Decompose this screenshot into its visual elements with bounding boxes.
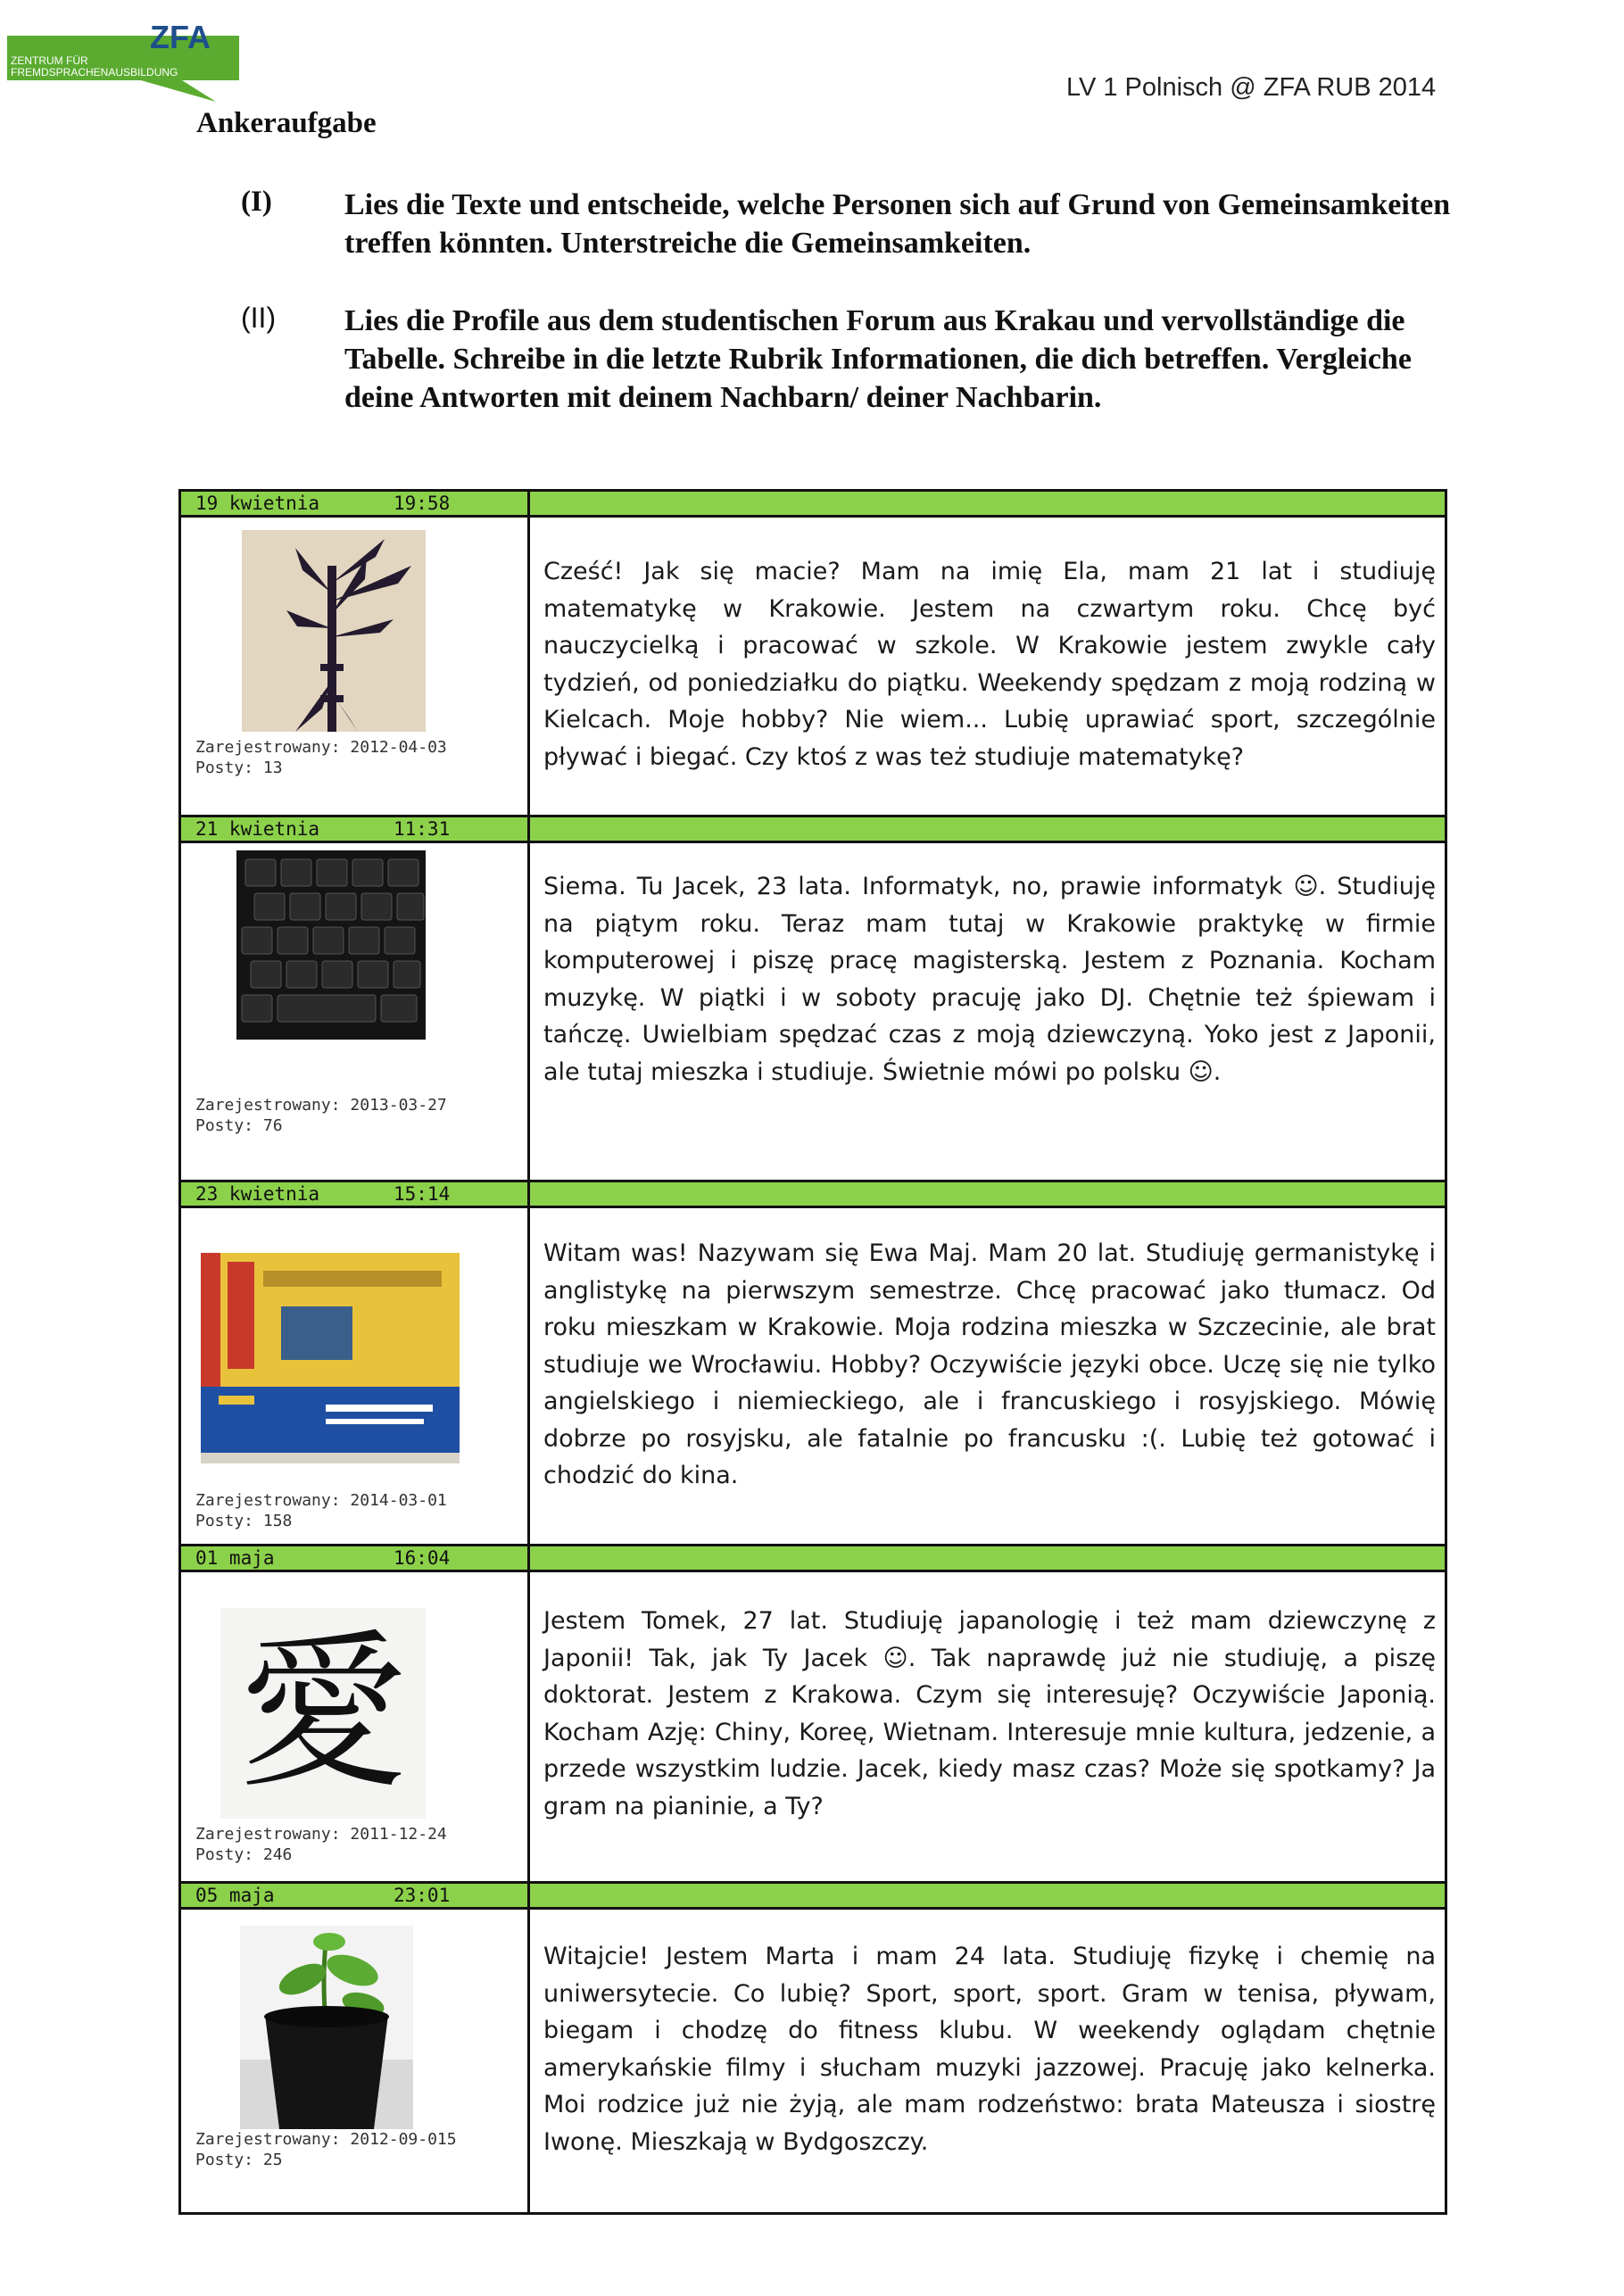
registered-date: Zarejestrowany: 2013-03-27 (195, 1096, 447, 1115)
registered-date: Zarejestrowany: 2014-03-01 (195, 1491, 447, 1510)
post-date: 05 maja (195, 1885, 275, 1906)
task-text: Lies die Profile aus dem studentischen Forum aus Krakau und vervollständige die Tabelle. Schreibe in die letzte Rubrik Informationen, die dich betreffen. Vergleiche deine Antworten mit deinem Nachbarn/ deiner Nachbarin. (344, 304, 1412, 414)
post-text: Jestem Tomek, 27 lat. Studiuję japanologię i też mam dziewczynę z Japonii! Tak, jak Ty Jacek ☺. Tak naprawdę już nie studiuję, a piszę doktorat. Jestem z Krakowa. Czym się interesuję? Oczywiście Japonią. Kocham Azję: Chiny, Koreę, Wietnam. Interesuje mnie kultura, jedzenie, a przede wszystkim ludzie. Jacek, kiedy masz czas? Może się spotkamy? Ja gram na pianinie, a Ty? (543, 1607, 1436, 1820)
forum-post (181, 1910, 1445, 2212)
forum-post (181, 518, 1445, 817)
task-text: Lies die Texte und entscheide, welche Personen sich auf Grund von Gemeinsamkeiten treffen könnten. Unterstreiche die Gemeinsamkeiten. (344, 188, 1451, 260)
zfa-logo (7, 20, 239, 109)
post-date: 01 maja (195, 1547, 275, 1569)
post-text: Siema. Tu Jacek, 23 lata. Informatyk, no, prawie informatyk ☺. Studiuję na piątym roku. Teraz mam tutaj w Krakowie praktykę w firmie komputerowej i piszę pracę magisterską. Jestem z Poznania. Kocham muzykę. W piątki i w soboty pracuję jako DJ. Chętnie też śpiewam i tańczę. Uwielbiam spędzać czas z moją dziewczyną. Yoko jest z Japonii, ale tutaj mieszka i studiuje. Świetnie mówi po polsku ☺. (543, 873, 1436, 1086)
user-panel (181, 1208, 530, 1544)
post-header (181, 1884, 1445, 1910)
registered-date: Zarejestrowany: 2011-12-24 (195, 1825, 447, 1844)
post-count: Posty: 158 (195, 1512, 293, 1530)
post-count: Posty: 246 (195, 1845, 293, 1864)
user-panel (181, 843, 530, 1180)
user-panel (181, 1572, 530, 1881)
user-panel (181, 1910, 530, 2212)
post-count: Posty: 25 (195, 2151, 283, 2169)
forum-table (178, 489, 1447, 2215)
bamboo-image (242, 530, 426, 732)
post-time: 16:04 (394, 1547, 451, 1569)
post-time: 19:58 (394, 493, 451, 514)
post-time: 11:31 (394, 818, 451, 840)
post-count: Posty: 13 (195, 758, 283, 777)
post-header (181, 492, 1445, 518)
post-date: 21 kwietnia (195, 818, 320, 840)
post-date: 23 kwietnia (195, 1183, 320, 1205)
logo-line2: FREMDSPRACHENAUSBILDUNG (11, 66, 178, 79)
post-time: 23:01 (394, 1885, 451, 1906)
post-time: 15:14 (394, 1183, 451, 1205)
course-label: LV 1 Polnisch @ ZFA RUB 2014 (1066, 73, 1437, 102)
forum-post (181, 1208, 1445, 1546)
page-title: Ankeraufgabe (196, 107, 377, 139)
post-date: 19 kwietnia (195, 493, 320, 514)
post-header (181, 1182, 1445, 1208)
user-meta (195, 737, 447, 778)
logo-line1: ZENTRUM FÜR (11, 54, 88, 67)
post-header (181, 1546, 1445, 1572)
kanji-glyph: 愛 (237, 1614, 408, 1811)
task-number: (I) (241, 186, 272, 218)
user-meta (195, 1490, 447, 1531)
dictionaries-image (201, 1253, 460, 1463)
post-text: Witam was! Nazywam się Ewa Maj. Mam 20 lat. Studiuję germanistykę i anglistykę na pierwszym semestrze. Chcę pracować jako tłumacz. Od roku mieszkam w Krakowie. Moja rodzina mieszka w Szczecinie, ale brat studiuje we Wrocławiu. Hobby? Oczywiście języki obce. Uczę się nie tylko angielskiego i niemieckiego, ale i francuskiego i rosyjskiego. Mówię dobrze po rosyjsku, ale fatalnie po francusku :(. Lubię też gotować i chodzić do kina. (543, 1239, 1436, 1489)
plant-image (240, 1926, 413, 2129)
user-panel (181, 518, 530, 815)
user-meta (195, 1824, 447, 1865)
user-meta (195, 1095, 447, 1136)
post-count: Posty: 76 (195, 1116, 283, 1135)
forum-post (181, 843, 1445, 1182)
registered-date: Zarejestrowany: 2012-04-03 (195, 738, 447, 757)
post-header (181, 817, 1445, 843)
post-text: Witajcie! Jestem Marta i mam 24 lata. Studiuję fizykę i chemię na uniwersytecie. Co lubię? Sport, sport, sport. Gram w tenisa, pływam, biegam i chodzę do fitness klubu. W weekendy oglądam chętnie amerykańskie filmy i słucham muzyki jazzowej. Pracuję jako kelnerka. Moi rodzice już nie żyją, ale mam rodzeństwo: brata Mateusza i siostrę Iwonę. Mieszkają w Bydgoszczy. (543, 1943, 1436, 2156)
task-number: (II) (241, 302, 277, 334)
registered-date: Zarejestrowany: 2012-09-015 (195, 2130, 457, 2149)
user-meta (195, 2129, 457, 2170)
post-text: Cześć! Jak się macie? Mam na imię Ela, mam 21 lat i studiuję matematykę w Krakowie. Jestem na czwartym roku. Chcę być nauczycielką i pracować w szkole. W Krakowie jestem zwykle cały tydzień, od poniedziałku do piątku. Weekendy spędzam z moją rodziną w Kielcach. Moje hobby? Nie wiem... Lubię uprawiać sport, szczególnie pływać i biegać. Czy ktoś z was też studiuje matematykę? (543, 558, 1436, 771)
logo-abbr: ZFA (150, 20, 211, 55)
keyboard-image (236, 850, 426, 1040)
forum-post (181, 1572, 1445, 1884)
kanji-image (220, 1608, 426, 1819)
